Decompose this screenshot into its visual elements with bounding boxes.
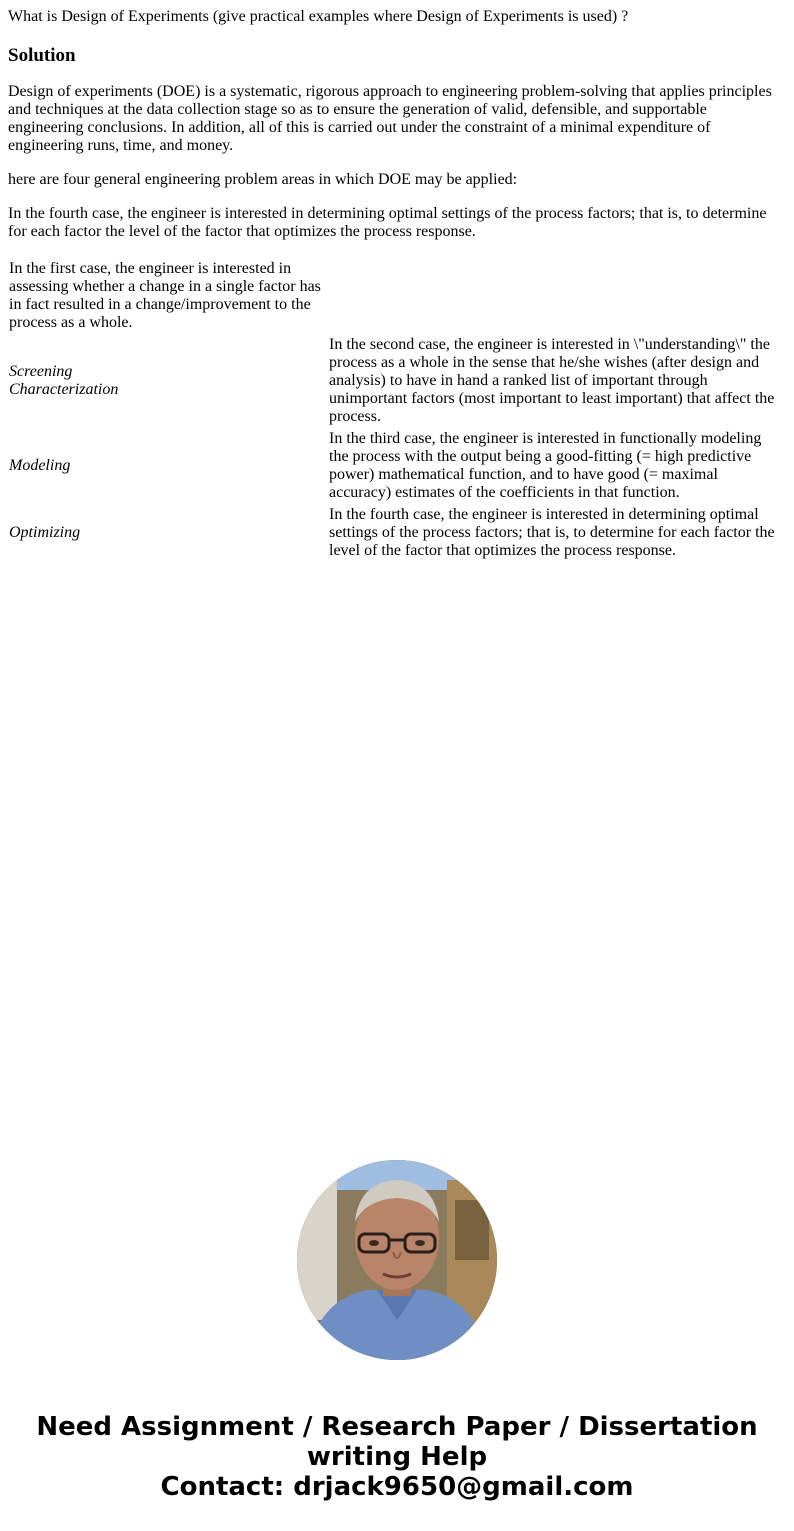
intro-paragraph: Design of experiments (DOE) is a systematic, rigorous approach to engineering problem-solving that applies principles and techniques at the data collection stage so as to ensure the generation of valid, defensible, and supportable engineering conclusions. In addition, all of this is carried out under the constraint of a minimal expenditure of engineering runs, time, and money. <box>8 83 772 154</box>
avatar-photo-icon <box>297 1160 497 1360</box>
promo-line-1: Need Assignment / Research Paper / Dissertation <box>36 1412 758 1442</box>
screening-characterization-label <box>8 335 326 427</box>
promo-section <box>0 1160 794 1502</box>
fourth-case-summary: In the fourth case, the engineer is interested in determining optimal settings of the process factors; that is, to determine for each factor the level of the factor that optimizes the process response. <box>8 205 767 240</box>
solution-heading: Solution <box>8 45 76 66</box>
characterization-label: Characterization <box>9 381 119 398</box>
first-case-text: In the first case, the engineer is interested in assessing whether a change in a single factor has in fact resulted in a change/improvement to the process as a whole. <box>9 260 321 331</box>
table-row <box>8 505 778 561</box>
promo-contact[interactable]: Contact: drjack9650@gmail.com <box>160 1472 634 1502</box>
promo-line-2: writing Help <box>306 1442 488 1472</box>
areas-intro-paragraph: here are four general engineering problem areas in which DOE may be applied: <box>8 171 518 188</box>
promo-text <box>0 1412 794 1502</box>
table-row <box>8 335 778 427</box>
question-text: What is Design of Experiments (give practical examples where Design of Experiments is used) ? <box>8 8 629 25</box>
fourth-case-text: In the fourth case, the engineer is interested in determining optimal settings of the process factors; that is, to determine for each factor the level of the factor that optimizes the process response. <box>329 506 775 559</box>
avatar <box>297 1160 497 1360</box>
third-case-text: In the third case, the engineer is interested in functionally modeling the process with the output being a good-fitting (= high predictive power) mathematical function, and to have good (= maximal accuracy) estimates of the coefficients in that function. <box>329 430 762 501</box>
screening-label: Screening <box>9 363 73 380</box>
optimizing-label: Optimizing <box>9 524 81 541</box>
table-row <box>8 259 778 333</box>
document-body <box>0 8 794 563</box>
cases-table <box>6 257 780 563</box>
empty-cell <box>328 259 778 333</box>
second-case-text: In the second case, the engineer is interested in \"understanding\" the process as a whole in the sense that he/she wishes (after design and analysis) to have in hand a ranked list of important through unimportant factors (most important to least important) that affect the process. <box>329 336 775 425</box>
table-row <box>8 429 778 503</box>
modeling-label: Modeling <box>9 457 71 474</box>
